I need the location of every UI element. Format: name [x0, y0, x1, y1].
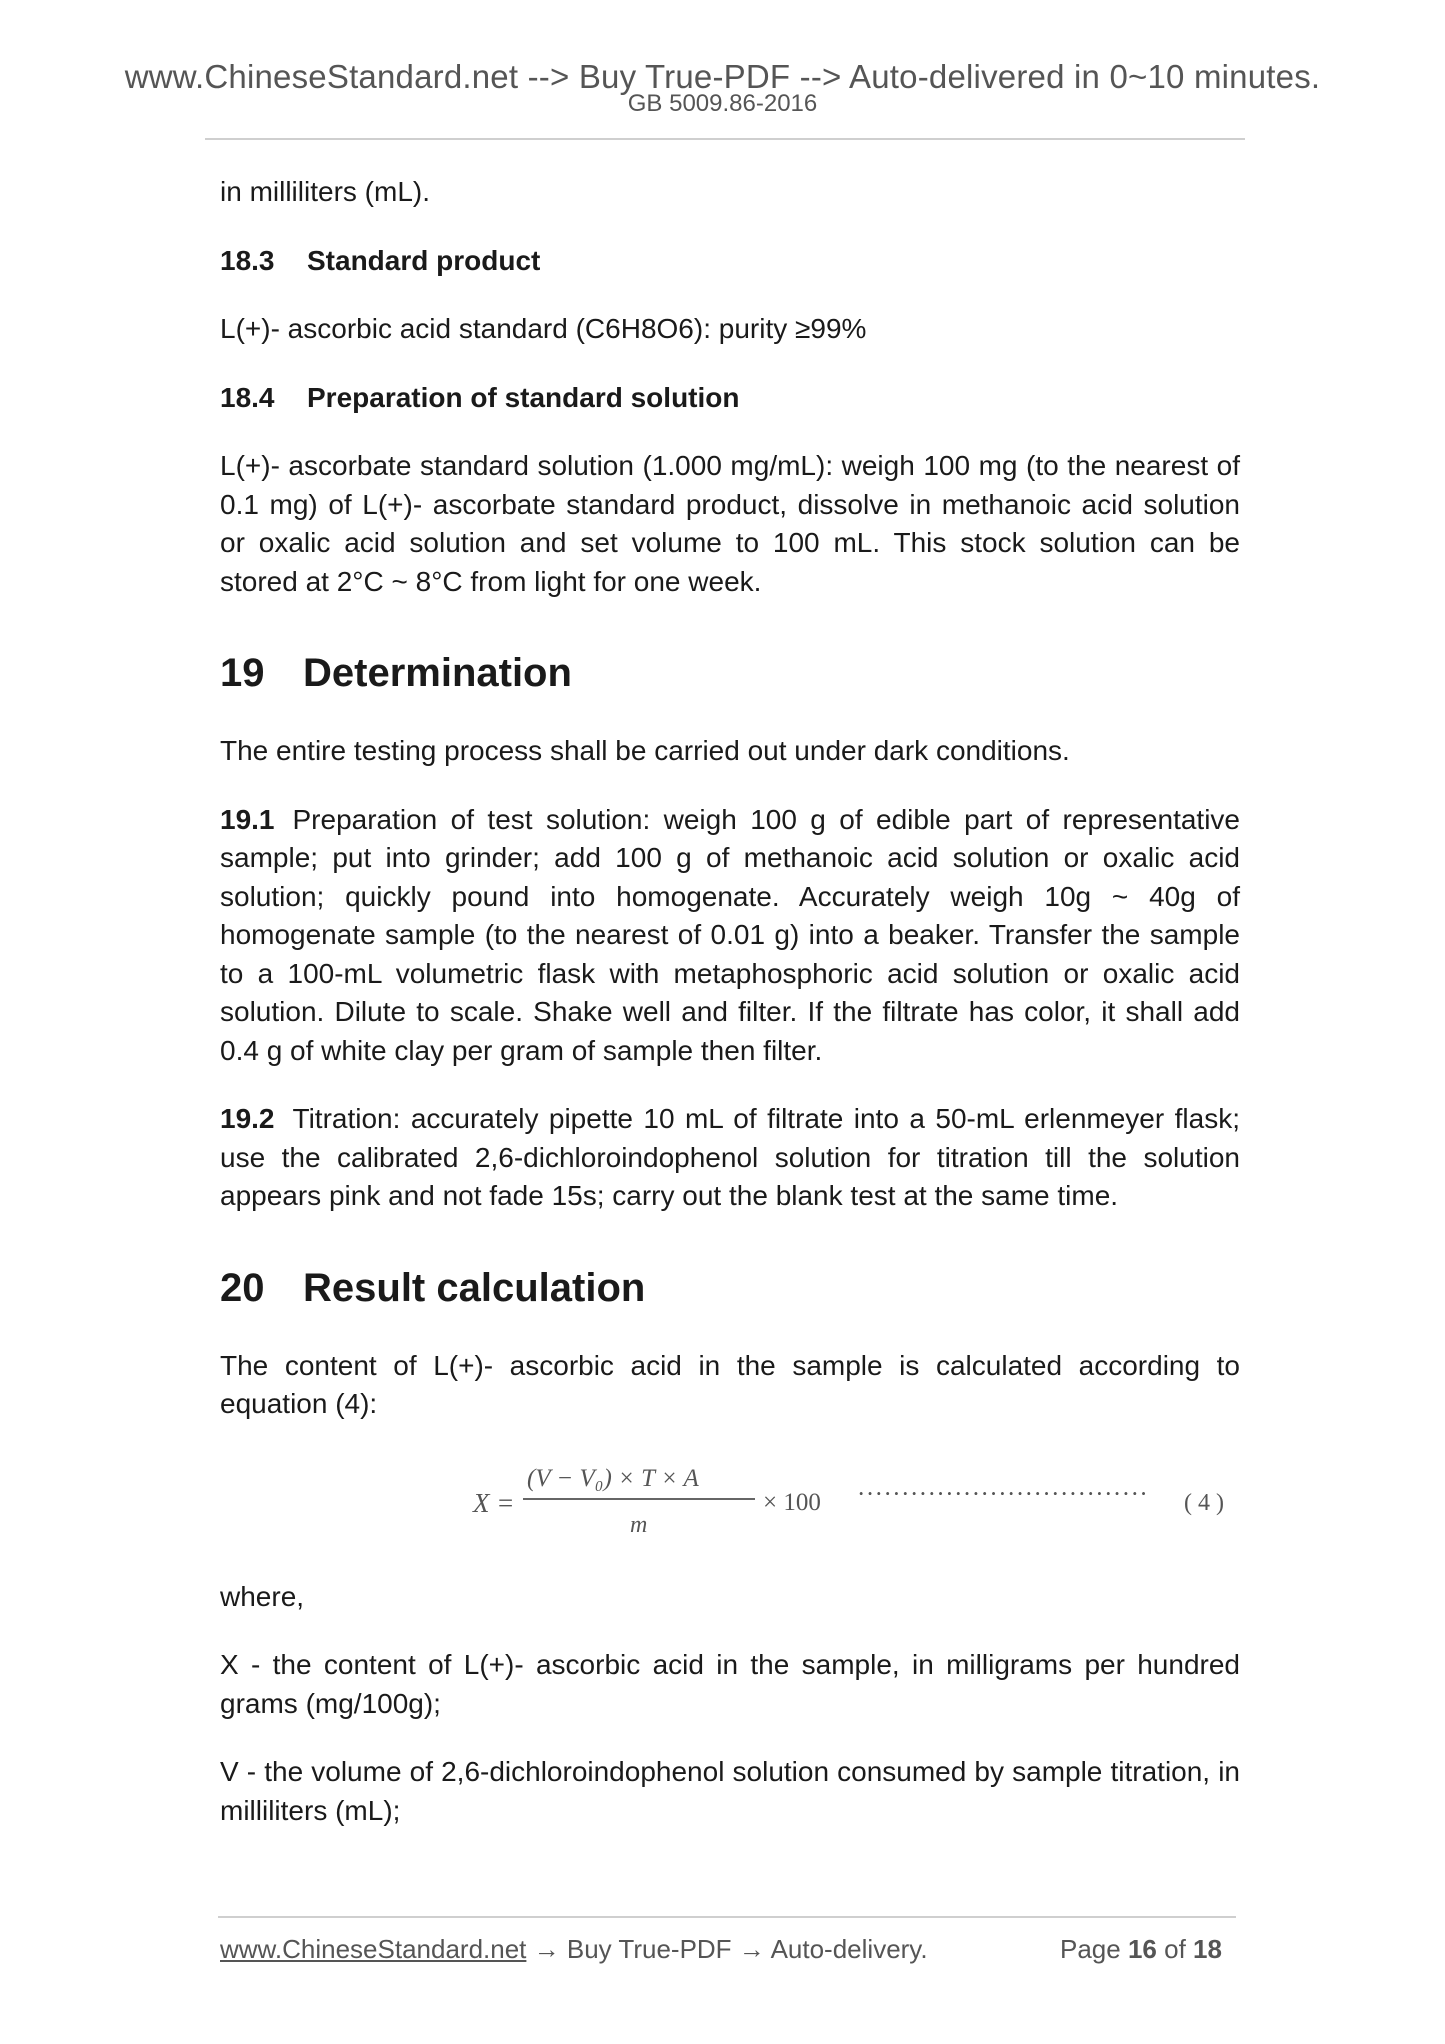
paragraph-18-3: L(+)- ascorbic acid standard (C6H8O6): purity ≥99%	[220, 313, 867, 344]
chapter-number: 20	[220, 1265, 265, 1310]
definition-v: V - the volume of 2,6-dichloroindophenol solution consumed by sample titration, in milliliters (mL);	[220, 1756, 1240, 1826]
section-20-heading	[220, 1264, 1240, 1312]
clause-number: 19.1	[220, 803, 275, 835]
equation-number: ( 4 )	[1184, 1489, 1224, 1516]
equation-4	[220, 1454, 1240, 1558]
paragraph-20: The content of L(+)- ascorbic acid in the sample is calculated according to equation (4):	[220, 1349, 1240, 1419]
definition-x: X - the content of L(+)- ascorbic acid in the sample, in milligrams per hundred grams (mg/100g);	[220, 1649, 1240, 1719]
page-prefix: Page	[1060, 1934, 1121, 1964]
section-number: 18.4	[220, 381, 275, 413]
intro-text: in milliliters (mL).	[220, 176, 430, 207]
where-label: where,	[220, 1580, 305, 1612]
clause-number: 19.2	[220, 1103, 275, 1134]
clause-text: Titration: accurately pipette 10 mL of filtrate into a 50-mL erlenmeyer flask; use the calibrated 2,6-dichloroindophenol solution for titration till the solution appears pink and not fade 15s; carry out the blank test at the same time.	[220, 1103, 1240, 1211]
header-banner: www.ChineseStandard.net --> Buy True-PDF --> Auto-delivered in 0~10 minutes.	[124, 58, 1321, 95]
section-18-4-heading	[220, 379, 1240, 418]
footer-site-link[interactable]: www.ChineseStandard.net	[220, 1934, 527, 1964]
clause-text: Preparation of test solution: weigh 100 g of edible part of representative sample; put into grinder; add 100 g of methanoic acid solution or oxalic acid solution; quickly pound into homogenate. Accurately weigh 10g ~ 40g of homogenate sample (to the nearest of 0.01 g) into a beaker. Transfer the sample to a 100-mL volumetric flask with metaphosphoric acid solution or oxalic acid solution. Dilute to scale. Shake well and filter. If the filtrate has color, it shall add 0.4 g of white clay per gram of sample then filter.	[220, 803, 1240, 1066]
fraction-bar	[523, 1498, 755, 1500]
section-title: Preparation of standard solution	[307, 381, 740, 413]
footer-text: → Buy True-PDF → Auto-delivery.	[526, 1934, 928, 1964]
footer-divider	[218, 1916, 1236, 1918]
section-title: Standard product	[307, 244, 541, 276]
section-number: 18.3	[220, 244, 275, 276]
equation-multiplier: × 100	[763, 1488, 821, 1516]
page-total: 18	[1193, 1934, 1222, 1964]
header-divider	[205, 138, 1245, 140]
paragraph-19: The entire testing process shall be carried out under dark conditions.	[220, 735, 1070, 766]
footer-links	[220, 1934, 928, 1965]
chapter-number: 19	[220, 651, 265, 695]
page-indicator	[1060, 1934, 1222, 1965]
chapter-title: Result calculation	[303, 1265, 646, 1310]
paragraph-19-2	[220, 1100, 1240, 1216]
standard-code: GB 5009.86-2016	[627, 90, 818, 117]
page-of: of	[1164, 1934, 1186, 1964]
equation-denominator: m	[630, 1511, 648, 1538]
section-18-3-heading	[220, 242, 1240, 281]
section-19-heading	[220, 649, 1240, 697]
chapter-title: Determination	[303, 651, 572, 695]
paragraph-18-4: L(+)- ascorbate standard solution (1.000 mg/mL): weigh 100 mg (to the nearest of 0.1 mg) of L(+)- ascorbate standard product, dissolve in methanoic acid solution or oxalic acid solution and set volume to 100 mL. This stock solution can be stored at 2°C ~ 8°C from light for one week.	[220, 450, 1240, 597]
paragraph-19-1	[220, 801, 1240, 1071]
equation-lhs: X =	[473, 1487, 515, 1518]
equation-numerator: (V − V₀) × T × A	[527, 1464, 699, 1492]
document-body	[220, 173, 1240, 1860]
equation-leader-dots: ·································	[857, 1480, 1149, 1508]
page-number: 16	[1127, 1934, 1157, 1964]
